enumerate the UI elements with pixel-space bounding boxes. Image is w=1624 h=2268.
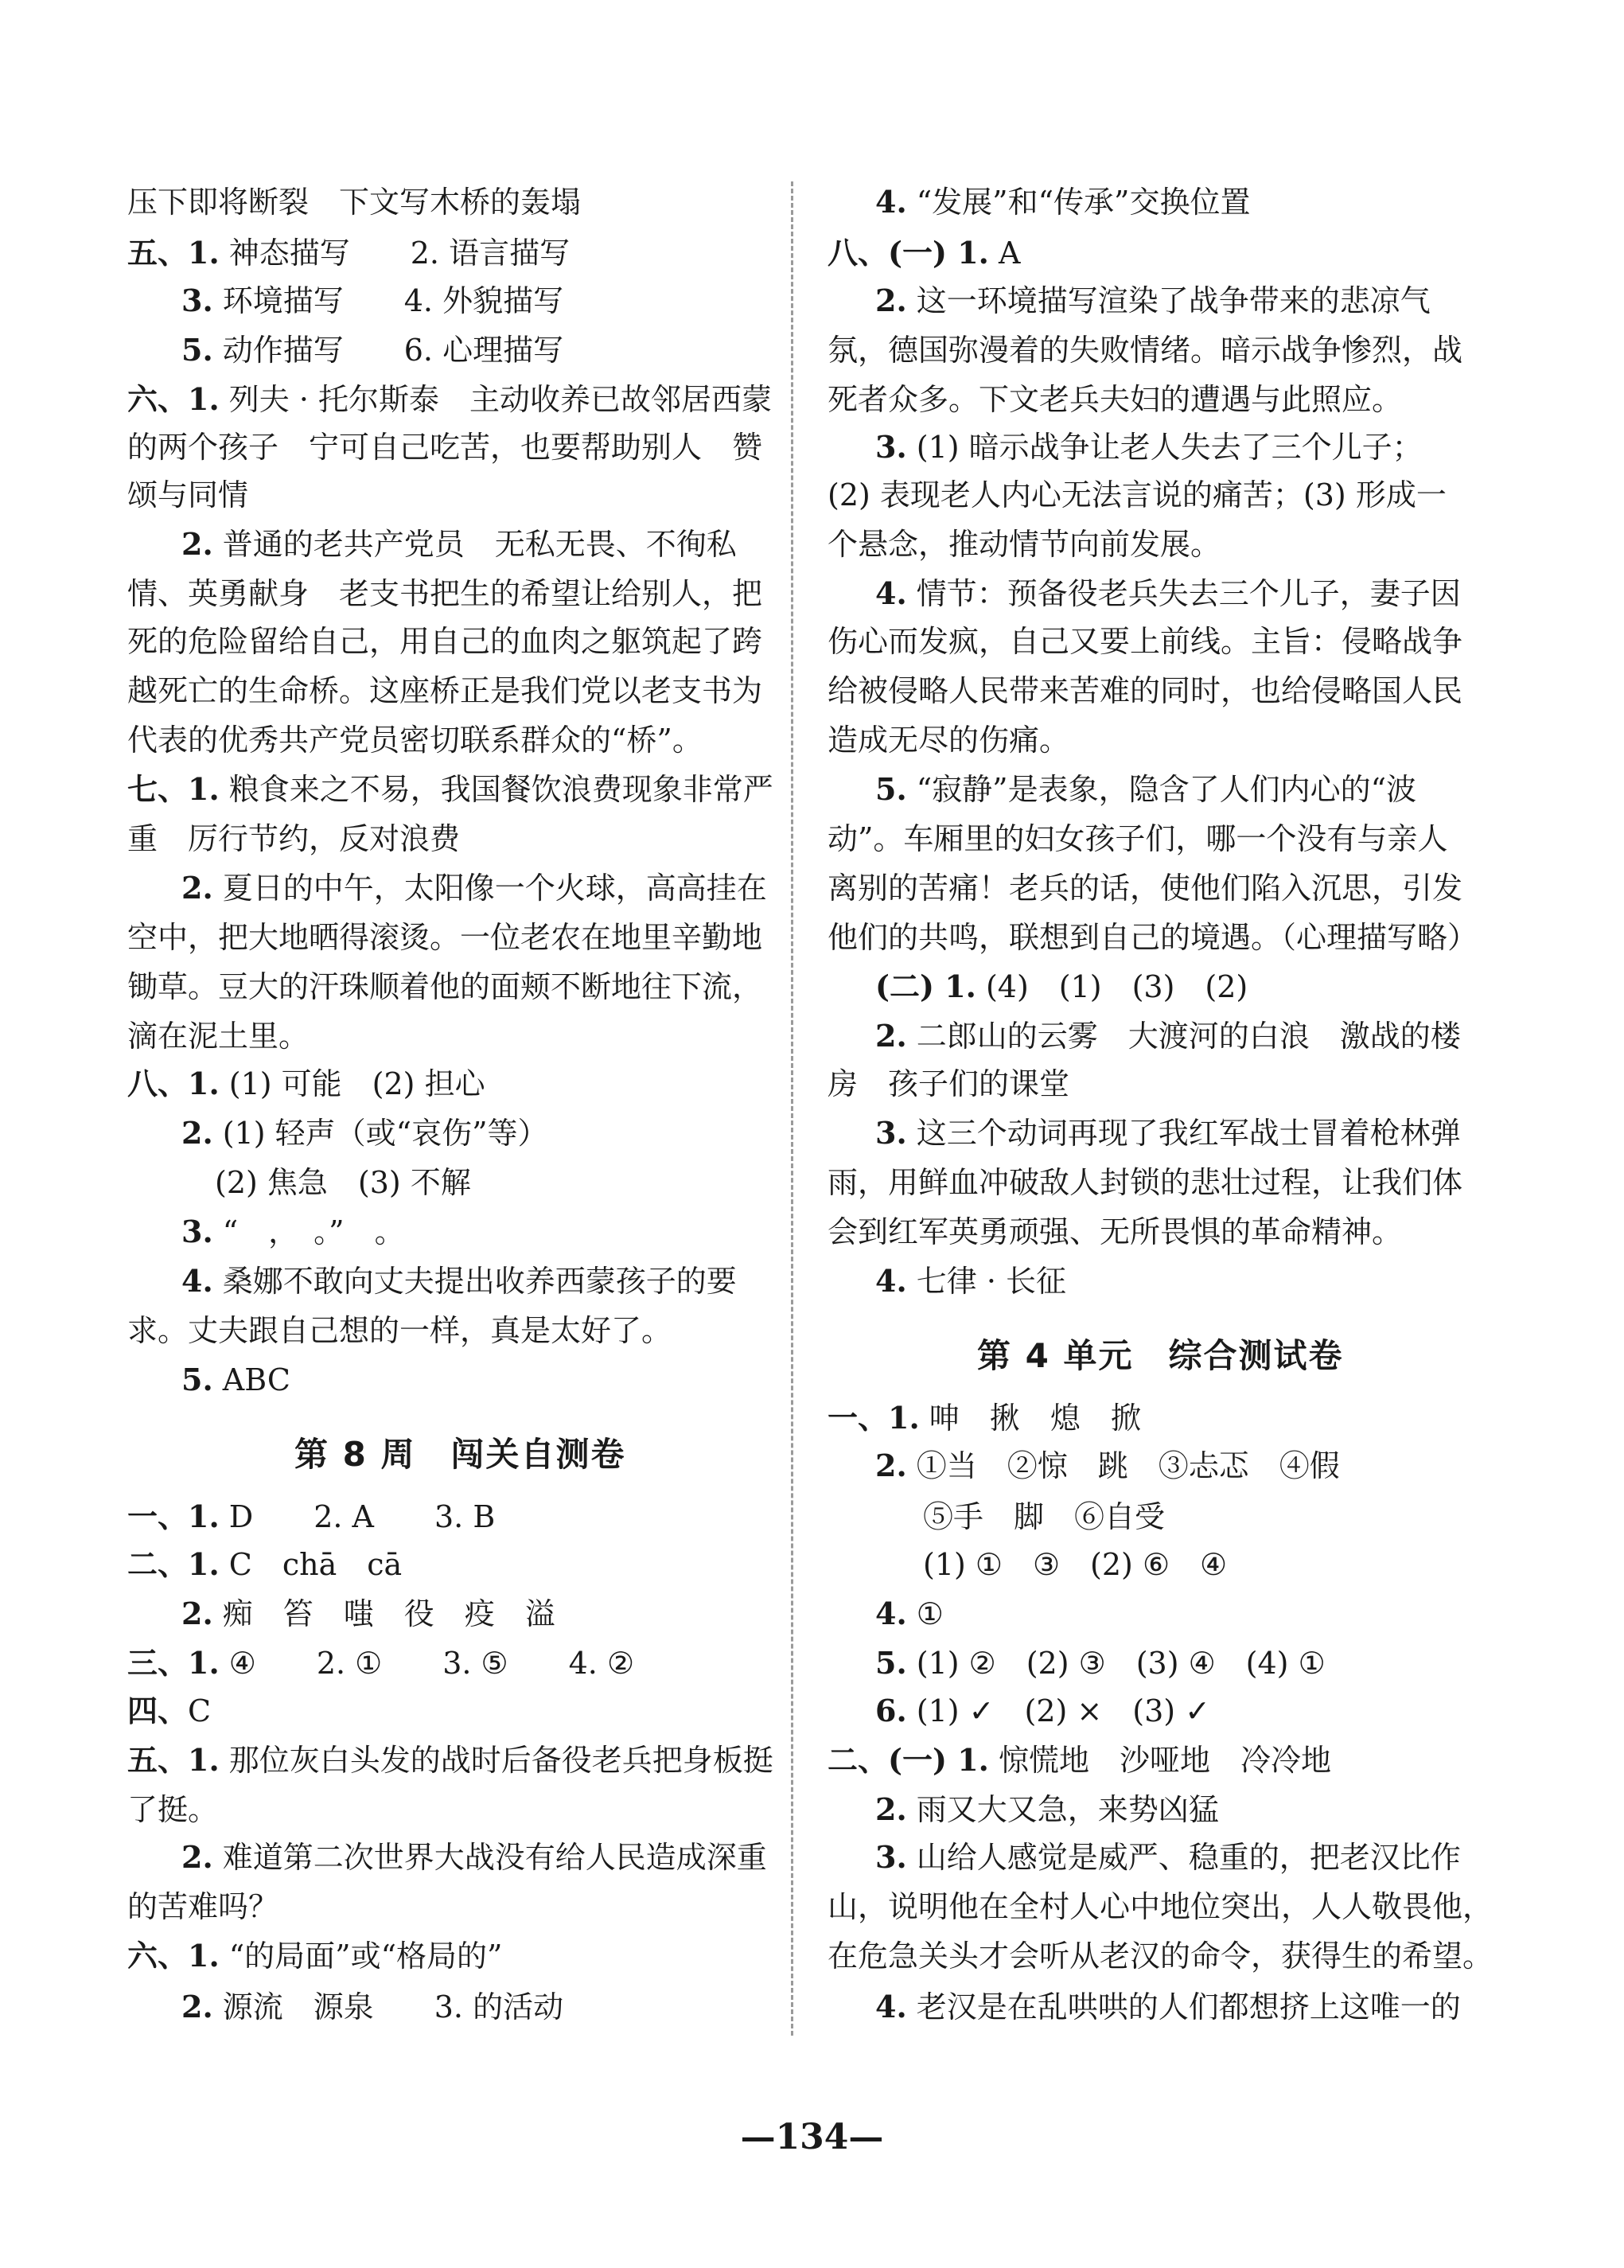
question-number: 5. [181,1362,213,1397]
answer-line [127,1499,495,1537]
section-heading: 第 8 周 闯关自测卷 [294,1435,626,1474]
question-number: 2. [875,283,907,318]
answer-text: 伤心而发疯，自己又要上前线。主旨：侵略战争 [828,624,1463,659]
question-number: 5. [875,771,907,807]
question-number: 六、1. [127,381,220,417]
answer-text: 难道第二次世界大战没有给人民造成深重 [212,1840,767,1875]
answer-line [127,430,762,468]
answer-text: 列夫 · 托尔斯泰 主动收养已故邻居西蒙 [219,382,772,417]
question-number: 4. [181,1263,213,1299]
answer-line [875,1693,1210,1732]
answer-line [127,1019,309,1057]
answer-line [875,185,1250,223]
question-number: 2. [875,1018,907,1054]
question-number: 3. [875,1839,907,1875]
answer-text: 在危急关头才会听从老汉的命令，获得生的希望。 [828,1939,1494,1974]
answer-line [181,283,563,321]
answer-text: ⑤手 脚 ⑥自受 [923,1499,1166,1534]
answer-line [875,772,1416,810]
answer-text: 他们的共鸣，联想到自己的境遇。（心理描写略） [828,920,1478,955]
question-number: 5. [181,332,213,368]
answer-text: 的两个孩子 宁可自己吃苦，也要帮助别人 赞 [127,430,763,465]
answer-line [828,821,1447,859]
question-number: 七、1. [127,771,220,807]
answer-text: 动”。车厢里的妇女孩子们，哪一个没有与亲人 [828,821,1448,856]
question-number: 三、1. [127,1645,220,1681]
question-number: 八、(一) 1. [828,235,989,271]
answer-line [127,1792,218,1830]
answer-line [828,477,1447,516]
answer-line [127,477,248,516]
answer-line [875,1019,1461,1057]
answer-text: 这一环境描写渲染了战争带来的悲凉气 [906,283,1431,318]
answer-text: 动作描写 6. 心理描写 [212,333,564,368]
question-number: 五、1. [127,1742,220,1778]
question-number: 3. [875,429,907,465]
answer-text: 惊慌地 沙哑地 冷冷地 [988,1743,1331,1778]
answer-line [875,283,1431,321]
answer-line [127,1889,278,1927]
question-number: 2. [181,870,213,906]
answer-text: ABC [212,1362,290,1397]
answer-line [875,1840,1461,1878]
answer-text: 的苦难吗？ [127,1889,279,1924]
answer-line [127,382,772,420]
answer-line [875,1646,1326,1684]
answer-text: (4) (1) (3) (2) [976,969,1248,1004]
answer-text: 情节：预备役老兵失去三个儿子，妻子因 [906,576,1461,611]
answer-line [875,969,1248,1007]
answer-text: 空中，把大地晒得滚烫。一位老农在地里辛勤地 [127,920,763,955]
question-number: 一、1. [127,1498,220,1534]
answer-line [127,576,762,614]
question-number: 2. [875,1791,907,1827]
answer-line [828,673,1462,711]
answer-text: 房 孩子们的课堂 [828,1066,1070,1101]
answer-line [828,1214,1402,1253]
question-number: 5. [875,1645,907,1681]
answer-line [181,527,737,565]
answer-text: 重 厉行节约，反对浪费 [127,821,461,856]
answer-text: 老汉是在乱哄哄的人们都想挤上这唯一的 [906,1989,1461,2024]
answer-line [127,821,460,859]
answer-text: C [188,1693,212,1728]
answer-text: 会到红军英勇顽强、无所畏惧的革命精神。 [828,1214,1403,1249]
answer-text: 痴 笞 嗤 役 疫 溢 [212,1596,555,1631]
answer-line [828,1066,1069,1105]
answer-text: “的局面”或“格局的” [219,1939,503,1974]
question-number: 3. [875,1115,907,1151]
answer-line [127,1547,402,1585]
answer-text: 普通的老共产党员 无私无畏、不徇私 [212,527,737,562]
question-number: 4. [875,575,907,611]
answer-line [875,1448,1340,1487]
answer-line [828,333,1462,371]
answer-text: 死者众多。下文老兵夫妇的遭遇与此照应。 [828,382,1403,417]
answer-line [875,1989,1461,2028]
answer-text: ④ 2. ① 3. ⑤ 4. ② [219,1646,635,1681]
answer-line [828,920,1478,958]
answer-text: C chā cā [219,1547,403,1582]
answer-text: 给被侵略人民带来苦难的同时，也给侵略国人民 [828,673,1463,708]
answer-line [181,1214,405,1253]
question-number: 4. [875,1989,907,2024]
question-number: 八、1. [127,1066,220,1101]
answer-text: 死的危险留给自己，用自己的血肉之躯筑起了跨 [127,624,763,659]
answer-text: “发展”和“传承”交换位置 [906,185,1251,220]
answer-line [181,871,767,909]
answer-line [181,1116,548,1154]
answer-text: 呻 揪 熄 掀 [919,1401,1141,1436]
answer-text: 山给人感觉是威严、稳重的，把老汉比作 [906,1840,1461,1875]
answer-text: ①当 ②惊 跳 ③忐忑 ④假 [906,1448,1340,1483]
answer-text: 了挺。 [127,1792,219,1827]
answer-text: 神态描写 2. 语言描写 [219,236,571,271]
question-number: 2. [875,1448,907,1483]
answer-text: 这三个动词再现了我红军战士冒着枪林弹 [906,1116,1461,1151]
answer-line [127,1693,211,1732]
question-number: (二) 1. [875,968,976,1004]
answer-line [127,723,703,761]
answer-line [828,1939,1493,1977]
answer-text: 造成无尽的伤痛。 [828,723,1070,758]
answer-text: “寂静”是表象，隐含了人们内心的“波 [906,772,1417,807]
answer-line [181,1989,563,2028]
answer-line [127,1646,634,1684]
answer-line [828,1165,1462,1203]
question-number: 4. [875,1596,907,1631]
answer-text: (1) 可能 (2) 担心 [219,1066,485,1101]
section-heading: 第 4 单元 综合测试卷 [977,1336,1344,1375]
answer-text: (1) ① ③ (2) ⑥ ④ [923,1547,1228,1582]
answer-text: 七律 · 长征 [906,1264,1066,1299]
question-number: 2. [181,1989,213,2024]
question-number: 四、 [127,1693,189,1728]
answer-line [127,236,570,274]
question-number: 五、1. [127,235,220,271]
column-divider [791,181,793,2036]
question-number: 4. [875,1263,907,1299]
answer-line [127,624,762,662]
answer-line [127,1939,502,1977]
answer-text: 夏日的中午，太阳像一个火球，高高挂在 [212,871,767,906]
question-number: 2. [181,1839,213,1875]
question-number: 3. [181,1214,213,1249]
answer-line [828,871,1462,909]
answer-text: 源流 源泉 3. 的活动 [212,1989,564,2024]
answer-line [127,673,762,711]
answer-line [875,1116,1461,1154]
answer-text: 山，说明他在全村人心中地位突出，人人敬畏他， [828,1889,1494,1924]
question-number: 2. [181,1115,213,1151]
answer-text: (2) 焦急 (3) 不解 [215,1165,471,1200]
answer-text: ① [906,1596,944,1631]
answer-text: (1) ✓ (2) × (3) ✓ [906,1693,1210,1728]
answer-line [875,1596,944,1635]
answer-text: (1) ② (2) ③ (3) ④ (4) ① [906,1646,1326,1681]
answer-line [181,1596,555,1635]
answer-line [828,1889,1493,1927]
question-number: 2. [181,1596,213,1631]
question-number: 六、1. [127,1938,220,1974]
answer-text: “ ， 。” 。 [212,1214,405,1249]
answer-line [215,1165,471,1203]
answer-line [127,185,581,223]
answer-text: 越死亡的生命桥。这座桥正是我们党以老支书为 [127,673,763,708]
answer-line [181,1840,767,1878]
answer-text: (1) 轻声（或“哀伤”等） [212,1116,548,1151]
answer-line [127,1066,485,1105]
answer-line [828,527,1221,565]
answer-line [181,1362,290,1401]
answer-line [875,430,1423,468]
answer-line [828,1401,1141,1439]
answer-line [875,576,1461,614]
answer-text: 颂与同情 [127,477,249,512]
answer-line [127,920,762,958]
answer-line [828,236,1020,274]
answer-line [127,772,773,810]
answer-text: 氛，德国弥漫着的失败情绪。暗示战争惨烈，战 [828,333,1463,368]
answer-text: (2) 表现老人内心无法言说的痛苦；(3) 形成一 [828,477,1447,512]
answer-line [875,1792,1219,1830]
answer-text: (1) 暗示战争让老人失去了三个儿子； [906,430,1423,465]
answer-text: A [988,236,1021,271]
question-number: 2. [181,526,213,562]
answer-line [181,333,563,371]
page-number: —134— [740,2117,884,2157]
answer-text: 求。丈夫跟自己想的一样，真是太好了。 [127,1313,672,1348]
answer-text: 滴在泥土里。 [127,1019,310,1054]
answer-line [828,1743,1331,1781]
answer-line [828,624,1462,662]
answer-line [828,382,1402,420]
answer-text: 粮食来之不易，我国餐饮浪费现象非常严 [219,772,773,807]
answer-text: 个悬念，推动情节向前发展。 [828,527,1221,562]
answer-text: 雨，用鲜血冲破敌人封锁的悲壮过程，让我们体 [828,1165,1463,1200]
answer-line [923,1499,1165,1537]
question-number: 一、1. [828,1400,920,1436]
answer-text: 环境描写 4. 外貌描写 [212,283,564,318]
answer-text: 离别的苦痛！老兵的话，使他们陷入沉思，引发 [828,871,1463,906]
answer-text: 那位灰白头发的战时后备役老兵把身板挺 [219,1743,773,1778]
answer-line [127,1313,672,1351]
answer-text: 代表的优秀共产党员密切联系群众的“桥”。 [127,723,703,758]
answer-line [181,1264,737,1302]
answer-text: 锄草。豆大的汗珠顺着他的面颊不断地往下流， [127,969,763,1004]
answer-text: D 2. A 3. B [219,1499,496,1534]
question-number: 二、1. [127,1546,220,1582]
answer-text: 情、英勇献身 老支书把生的希望让给别人，把 [127,576,763,611]
answer-line [923,1547,1227,1585]
answer-text: 压下即将断裂 下文写木桥的轰塌 [127,185,582,220]
question-number: 3. [181,283,213,318]
answer-line [828,723,1069,761]
answer-text: 雨又大又急，来势凶猛 [906,1792,1219,1827]
question-number: 4. [875,184,907,220]
answer-text: 桑娜不敢向丈夫提出收养西蒙孩子的要 [212,1264,737,1299]
answer-line [875,1264,1066,1302]
question-number: 6. [875,1693,907,1728]
answer-line [127,1743,773,1781]
answer-line [127,969,762,1007]
question-number: 二、(一) 1. [828,1742,989,1778]
answer-text: 二郎山的云雾 大渡河的白浪 激战的楼 [906,1019,1461,1054]
